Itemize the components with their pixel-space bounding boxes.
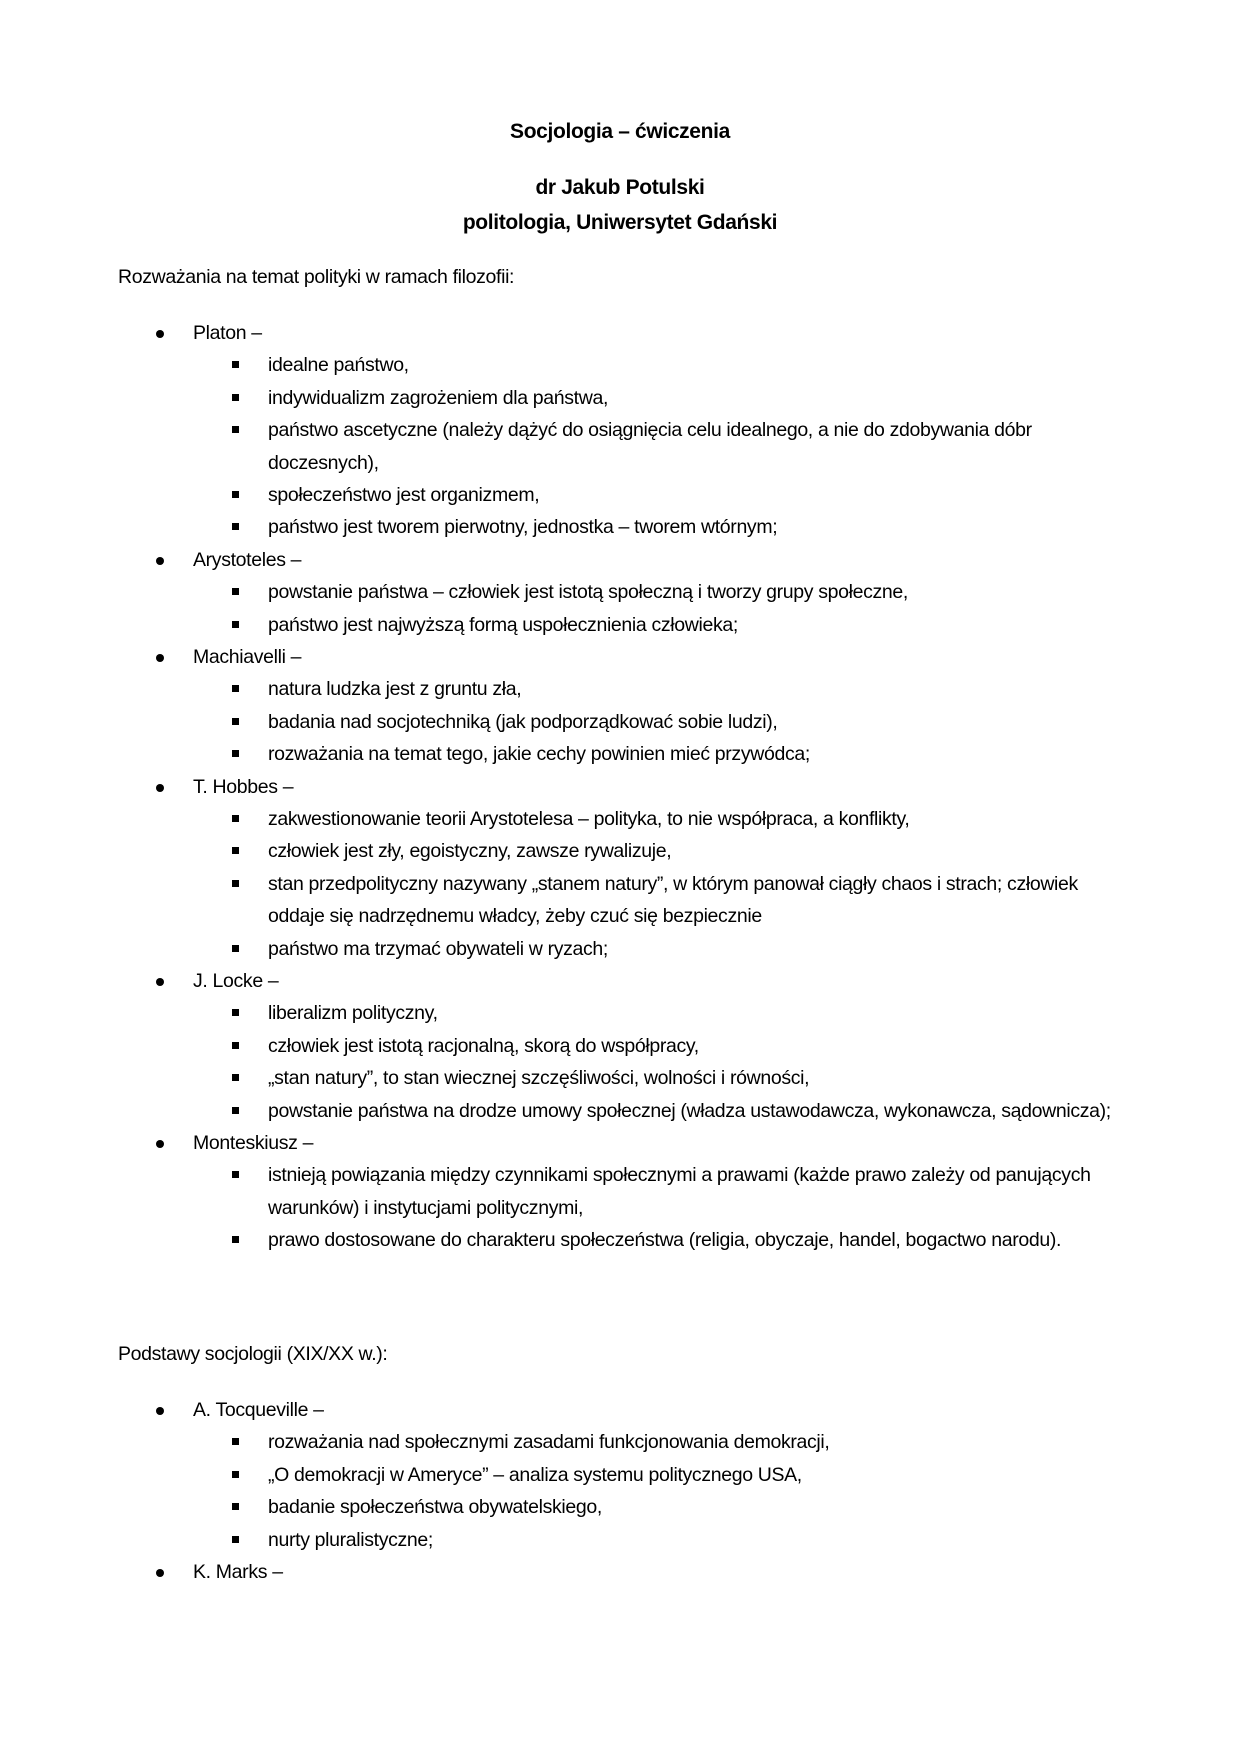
sub-list-item-text: „O demokracji w Ameryce” – analiza systemu politycznego USA, [268, 1463, 802, 1486]
list-item-label: Monteskiusz – [193, 1132, 314, 1155]
list-item-label: J. Locke – [193, 970, 279, 993]
sub-list-item-text: badanie społeczeństwa obywatelskiego, [268, 1496, 602, 1519]
sub-list-item-text: człowiek jest istotą racjonalną, skorą do współpracy, [268, 1034, 699, 1057]
sub-list-item [0, 609, 1113, 641]
sub-list-item-text: społeczeństwo jest organizmem, [268, 484, 540, 507]
list-item-label: A. Tocqueville – [193, 1399, 324, 1421]
bullet-icon [156, 1407, 164, 1415]
sub-list-item-text: istnieją powiązania między czynnikami społecznymi a prawami (każde prawo zależy od panujących warunków) i instytucjami politycznymi, [268, 1164, 1091, 1219]
sub-list-item-text: „stan natury”, to stan wiecznej szczęśliwości, wolności i równości, [268, 1067, 810, 1090]
sub-list-item [0, 933, 1113, 965]
author-affiliation: politologia, Uniwersytet Gdański [462, 211, 778, 234]
document-title: Socjologia – ćwiczenia [510, 120, 730, 143]
square-bullet-icon [232, 394, 239, 401]
square-bullet-icon [232, 1171, 239, 1178]
list-item-label: K. Marks – [193, 1561, 283, 1584]
list-item [0, 1127, 1240, 1159]
sub-list-item-text: państwo ma trzymać obywateli w ryzach; [268, 937, 608, 960]
square-bullet-icon [232, 718, 239, 725]
square-bullet-icon [232, 880, 239, 887]
list-item-label: Platon – [193, 322, 262, 344]
bullet-icon [156, 784, 164, 792]
author-name: dr Jakub Potulski [535, 176, 705, 199]
sub-list-item [0, 1491, 1113, 1523]
sub-list-item [0, 1030, 1113, 1062]
square-bullet-icon [232, 1471, 239, 1478]
sub-list-item [0, 868, 1113, 933]
bullet-icon [156, 654, 164, 662]
sub-list-item [0, 382, 1113, 414]
sub-list-item [0, 835, 1113, 867]
sub-list-item-text: zakwestionowanie teorii Arystotelesa – polityka, to nie współpraca, a konflikty, [268, 808, 910, 831]
sub-list-item-text: prawo dostosowane do charakteru społeczeństwa (religia, obyczaje, handel, bogactwo narodu). [268, 1229, 1062, 1252]
list-item [0, 317, 1240, 349]
list-item [0, 1394, 1240, 1426]
sub-list-item [0, 414, 1113, 479]
square-bullet-icon [232, 1236, 239, 1243]
sub-list-item-text: nurty pluralistyczne; [268, 1528, 433, 1551]
bullet-icon [156, 330, 164, 338]
sub-list-item [0, 479, 1113, 511]
square-bullet-icon [232, 621, 239, 628]
list-item-label: T. Hobbes – [193, 775, 294, 798]
square-bullet-icon [232, 1074, 239, 1081]
sub-list-item [0, 1224, 1113, 1256]
list-item-label: Arystoteles – [193, 548, 302, 571]
sub-list-item-text: rozważania na temat tego, jakie cechy powinien mieć przywódca; [268, 743, 810, 766]
sub-list-item-text: badania nad socjotechniką (jak podporządkować sobie ludzi), [268, 710, 778, 733]
sub-list-item-text: stan przedpolityczny nazywany „stanem natury”, w którym panował ciągły chaos i strach; człowiek oddaje się nadrzędnemu władcy, żeby czuć się bezpiecznie [268, 872, 1078, 928]
square-bullet-icon [232, 1438, 239, 1445]
list-item [0, 544, 1240, 576]
bullet-list [0, 317, 1240, 1257]
square-bullet-icon [232, 750, 239, 757]
square-bullet-icon [232, 361, 239, 368]
square-bullet-icon [232, 426, 239, 433]
sub-list-item [0, 997, 1113, 1029]
sub-list-item [0, 1426, 1113, 1458]
square-bullet-icon [232, 1536, 239, 1543]
square-bullet-icon [232, 523, 239, 530]
sub-list-item-text: idealne państwo, [268, 354, 409, 377]
list-item [0, 1556, 1240, 1588]
sub-list-item [0, 1095, 1113, 1127]
bullet-icon [156, 557, 164, 565]
sub-list-item-text: państwo jest tworem pierwotny, jednostka – tworem wtórnym; [268, 516, 778, 539]
sub-list-item [0, 803, 1113, 835]
sub-list-item-text: powstanie państwa – człowiek jest istotą społeczną i tworzy grupy społeczne, [268, 581, 908, 604]
square-bullet-icon [232, 588, 239, 595]
sub-list-item-text: indywidualizm zagrożeniem dla państwa, [268, 386, 609, 409]
sub-list-item [0, 511, 1113, 543]
sub-list-item [0, 1524, 1113, 1556]
sub-list-item-text: natura ludzka jest z gruntu zła, [268, 678, 522, 701]
sub-list-item [0, 706, 1113, 738]
list-item [0, 965, 1240, 997]
square-bullet-icon [232, 1009, 239, 1016]
square-bullet-icon [232, 1107, 239, 1114]
bullet-icon [156, 978, 164, 986]
bullet-icon [156, 1569, 164, 1577]
list-item [0, 771, 1240, 803]
square-bullet-icon [232, 815, 239, 822]
sub-list-item [0, 738, 1113, 770]
bullet-list [0, 1394, 1240, 1588]
bullet-icon [156, 1140, 164, 1148]
section-intro: Podstawy socjologii (XIX/XX w.): [118, 1343, 388, 1365]
sub-list-item [0, 673, 1113, 705]
sub-list-item [0, 1459, 1113, 1491]
square-bullet-icon [232, 847, 239, 854]
sub-list-item-text: rozważania nad społecznymi zasadami funkcjonowania demokracji, [268, 1431, 830, 1454]
section-intro: Rozważania na temat polityki w ramach filozofii: [118, 266, 515, 288]
sub-list-item-text: liberalizm polityczny, [268, 1002, 438, 1025]
list-item-label: Machiavelli – [193, 646, 302, 669]
sub-list-item-text: powstanie państwa na drodze umowy społecznej (władza ustawodawcza, wykonawcza, sądownicza); [268, 1099, 1111, 1122]
sub-list-item [0, 576, 1113, 608]
sub-list-item [0, 1062, 1113, 1094]
square-bullet-icon [232, 945, 239, 952]
sub-list-item [0, 349, 1113, 381]
sub-list-item [0, 1159, 1113, 1224]
sub-list-item-text: człowiek jest zły, egoistyczny, zawsze rywalizuje, [268, 840, 672, 863]
list-item [0, 641, 1240, 673]
square-bullet-icon [232, 685, 239, 692]
square-bullet-icon [232, 1503, 239, 1510]
square-bullet-icon [232, 1042, 239, 1049]
sub-list-item-text: państwo ascetyczne (należy dążyć do osiągnięcia celu idealnego, a nie do zdobywania dóbr doczesnych), [268, 419, 1032, 474]
square-bullet-icon [232, 491, 239, 498]
sub-list-item-text: państwo jest najwyższą formą uspołecznienia człowieka; [268, 613, 738, 636]
